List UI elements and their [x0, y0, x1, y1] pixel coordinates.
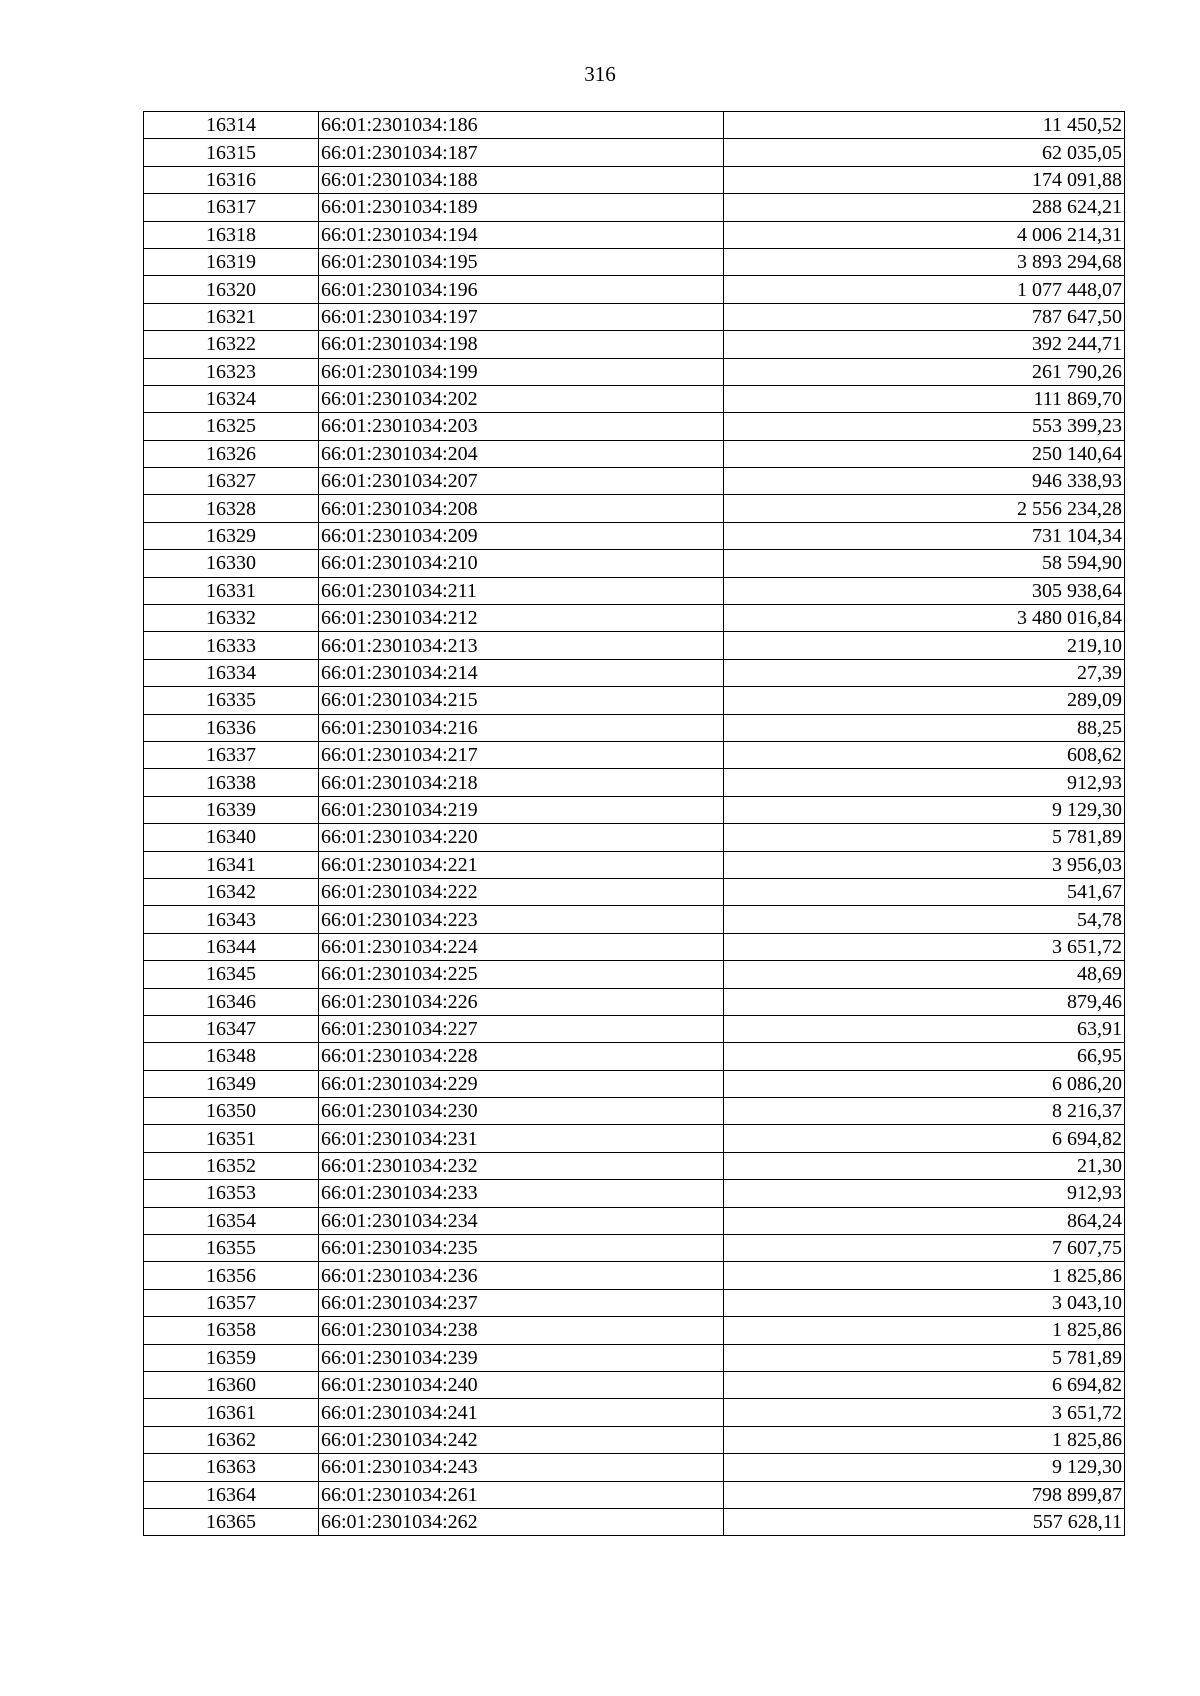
- row-number-cell: 16334: [144, 659, 319, 686]
- cadastral-value-cell: 88,25: [724, 714, 1125, 741]
- table-row: [144, 988, 1125, 1015]
- row-number-cell: 16331: [144, 577, 319, 604]
- row-number-cell: 16352: [144, 1152, 319, 1179]
- cadastral-value-cell: 946 338,93: [724, 468, 1125, 495]
- row-number-cell: 16353: [144, 1180, 319, 1207]
- cadastral-value-cell: 6 694,82: [724, 1125, 1125, 1152]
- table-row: [144, 248, 1125, 275]
- cadastral-number-cell: 66:01:2301034:235: [319, 1235, 724, 1262]
- table-row: [144, 550, 1125, 577]
- table-row: [144, 276, 1125, 303]
- table-row: [144, 933, 1125, 960]
- cadastral-value-cell: 6 694,82: [724, 1371, 1125, 1398]
- cadastral-value-cell: 48,69: [724, 961, 1125, 988]
- cadastral-value-cell: 305 938,64: [724, 577, 1125, 604]
- cadastral-value-cell: 1 825,86: [724, 1317, 1125, 1344]
- row-number-cell: 16354: [144, 1207, 319, 1234]
- row-number-cell: 16358: [144, 1317, 319, 1344]
- cadastral-value-cell: 912,93: [724, 1180, 1125, 1207]
- cadastral-value-cell: 731 104,34: [724, 522, 1125, 549]
- cadastral-number-cell: 66:01:2301034:219: [319, 796, 724, 823]
- cadastral-value-cell: 3 893 294,68: [724, 248, 1125, 275]
- cadastral-number-cell: 66:01:2301034:195: [319, 248, 724, 275]
- table-row: [144, 468, 1125, 495]
- row-number-cell: 16342: [144, 878, 319, 905]
- cadastral-value-cell: 5 781,89: [724, 1344, 1125, 1371]
- table-row: [144, 1289, 1125, 1316]
- cadastral-number-cell: 66:01:2301034:241: [319, 1399, 724, 1426]
- cadastral-value-cell: 250 140,64: [724, 440, 1125, 467]
- row-number-cell: 16316: [144, 166, 319, 193]
- cadastral-value-cell: 9 129,30: [724, 1454, 1125, 1481]
- table-row: [144, 1371, 1125, 1398]
- table-row: [144, 303, 1125, 330]
- table-row: [144, 194, 1125, 221]
- table-row: [144, 605, 1125, 632]
- row-number-cell: 16325: [144, 413, 319, 440]
- cadastral-value-cell: 912,93: [724, 769, 1125, 796]
- row-number-cell: 16314: [144, 112, 319, 139]
- table-row: [144, 1070, 1125, 1097]
- row-number-cell: 16327: [144, 468, 319, 495]
- table-row: [144, 413, 1125, 440]
- cadastral-number-cell: 66:01:2301034:197: [319, 303, 724, 330]
- cadastral-number-cell: 66:01:2301034:194: [319, 221, 724, 248]
- row-number-cell: 16361: [144, 1399, 319, 1426]
- cadastral-value-cell: 392 244,71: [724, 331, 1125, 358]
- cadastral-number-cell: 66:01:2301034:217: [319, 741, 724, 768]
- row-number-cell: 16347: [144, 1015, 319, 1042]
- cadastral-number-cell: 66:01:2301034:199: [319, 358, 724, 385]
- table-row: [144, 1454, 1125, 1481]
- row-number-cell: 16315: [144, 139, 319, 166]
- row-number-cell: 16362: [144, 1426, 319, 1453]
- cadastral-value-cell: 3 956,03: [724, 851, 1125, 878]
- table-body: [144, 112, 1125, 1536]
- row-number-cell: 16348: [144, 1043, 319, 1070]
- cadastral-value-cell: 787 647,50: [724, 303, 1125, 330]
- cadastral-value-cell: 111 869,70: [724, 385, 1125, 412]
- cadastral-number-cell: 66:01:2301034:210: [319, 550, 724, 577]
- row-number-cell: 16320: [144, 276, 319, 303]
- row-number-cell: 16350: [144, 1098, 319, 1125]
- table-row: [144, 221, 1125, 248]
- cadastral-value-cell: 5 781,89: [724, 824, 1125, 851]
- table-row: [144, 1344, 1125, 1371]
- cadastral-number-cell: 66:01:2301034:226: [319, 988, 724, 1015]
- row-number-cell: 16319: [144, 248, 319, 275]
- cadastral-number-cell: 66:01:2301034:242: [319, 1426, 724, 1453]
- cadastral-value-cell: 1 077 448,07: [724, 276, 1125, 303]
- table-row: [144, 796, 1125, 823]
- cadastral-value-cell: 11 450,52: [724, 112, 1125, 139]
- table-row: [144, 1152, 1125, 1179]
- cadastral-value-cell: 261 790,26: [724, 358, 1125, 385]
- cadastral-value-cell: 553 399,23: [724, 413, 1125, 440]
- table-row: [144, 112, 1125, 139]
- row-number-cell: 16357: [144, 1289, 319, 1316]
- row-number-cell: 16344: [144, 933, 319, 960]
- row-number-cell: 16365: [144, 1508, 319, 1535]
- table-row: [144, 1508, 1125, 1535]
- cadastral-number-cell: 66:01:2301034:261: [319, 1481, 724, 1508]
- row-number-cell: 16317: [144, 194, 319, 221]
- table-row: [144, 166, 1125, 193]
- cadastral-number-cell: 66:01:2301034:229: [319, 1070, 724, 1097]
- table-row: [144, 358, 1125, 385]
- table-row: [144, 385, 1125, 412]
- cadastral-number-cell: 66:01:2301034:232: [319, 1152, 724, 1179]
- table-row: [144, 1015, 1125, 1042]
- cadastral-value-cell: 879,46: [724, 988, 1125, 1015]
- row-number-cell: 16359: [144, 1344, 319, 1371]
- table-row: [144, 1180, 1125, 1207]
- cadastral-value-cell: 66,95: [724, 1043, 1125, 1070]
- table-row: [144, 331, 1125, 358]
- cadastral-value-cell: 6 086,20: [724, 1070, 1125, 1097]
- cadastral-value-cell: 8 216,37: [724, 1098, 1125, 1125]
- cadastral-number-cell: 66:01:2301034:211: [319, 577, 724, 604]
- cadastral-value-cell: 7 607,75: [724, 1235, 1125, 1262]
- cadastral-number-cell: 66:01:2301034:221: [319, 851, 724, 878]
- cadastral-value-cell: 1 825,86: [724, 1426, 1125, 1453]
- row-number-cell: 16356: [144, 1262, 319, 1289]
- row-number-cell: 16335: [144, 687, 319, 714]
- cadastral-value-cell: 3 043,10: [724, 1289, 1125, 1316]
- table-row: [144, 1125, 1125, 1152]
- cadastral-value-cell: 62 035,05: [724, 139, 1125, 166]
- cadastral-number-cell: 66:01:2301034:188: [319, 166, 724, 193]
- table-row: [144, 522, 1125, 549]
- cadastral-number-cell: 66:01:2301034:262: [319, 1508, 724, 1535]
- cadastral-number-cell: 66:01:2301034:187: [319, 139, 724, 166]
- table-row: [144, 1399, 1125, 1426]
- row-number-cell: 16355: [144, 1235, 319, 1262]
- cadastral-number-cell: 66:01:2301034:224: [319, 933, 724, 960]
- cadastral-value-cell: 27,39: [724, 659, 1125, 686]
- cadastral-value-cell: 54,78: [724, 906, 1125, 933]
- table-row: [144, 851, 1125, 878]
- cadastral-number-cell: 66:01:2301034:198: [319, 331, 724, 358]
- cadastral-number-cell: 66:01:2301034:186: [319, 112, 724, 139]
- page-number: 316: [584, 62, 616, 86]
- cadastral-number-cell: 66:01:2301034:225: [319, 961, 724, 988]
- row-number-cell: 16329: [144, 522, 319, 549]
- cadastral-number-cell: 66:01:2301034:213: [319, 632, 724, 659]
- cadastral-number-cell: 66:01:2301034:222: [319, 878, 724, 905]
- table-row: [144, 687, 1125, 714]
- row-number-cell: 16323: [144, 358, 319, 385]
- cadastral-number-cell: 66:01:2301034:215: [319, 687, 724, 714]
- table-row: [144, 495, 1125, 522]
- cadastral-value-cell: 63,91: [724, 1015, 1125, 1042]
- table-row: [144, 1481, 1125, 1508]
- table-row: [144, 824, 1125, 851]
- row-number-cell: 16364: [144, 1481, 319, 1508]
- table-row: [144, 1043, 1125, 1070]
- row-number-cell: 16338: [144, 769, 319, 796]
- table-row: [144, 659, 1125, 686]
- cadastral-number-cell: 66:01:2301034:212: [319, 605, 724, 632]
- row-number-cell: 16318: [144, 221, 319, 248]
- cadastral-value-cell: 3 651,72: [724, 933, 1125, 960]
- cadastral-value-cell: 9 129,30: [724, 796, 1125, 823]
- cadastral-number-cell: 66:01:2301034:214: [319, 659, 724, 686]
- cadastral-number-cell: 66:01:2301034:243: [319, 1454, 724, 1481]
- cadastral-value-cell: 4 006 214,31: [724, 221, 1125, 248]
- table-row: [144, 632, 1125, 659]
- cadastral-number-cell: 66:01:2301034:237: [319, 1289, 724, 1316]
- table-row: [144, 769, 1125, 796]
- cadastral-value-cell: 2 556 234,28: [724, 495, 1125, 522]
- cadastral-number-cell: 66:01:2301034:203: [319, 413, 724, 440]
- row-number-cell: 16349: [144, 1070, 319, 1097]
- row-number-cell: 16340: [144, 824, 319, 851]
- cadastral-number-cell: 66:01:2301034:216: [319, 714, 724, 741]
- cadastral-value-cell: 58 594,90: [724, 550, 1125, 577]
- row-number-cell: 16363: [144, 1454, 319, 1481]
- row-number-cell: 16345: [144, 961, 319, 988]
- cadastral-value-cell: 174 091,88: [724, 166, 1125, 193]
- cadastral-value-cell: 1 825,86: [724, 1262, 1125, 1289]
- table-row: [144, 1235, 1125, 1262]
- row-number-cell: 16343: [144, 906, 319, 933]
- cadastral-value-cell: 608,62: [724, 741, 1125, 768]
- cadastral-value-cell: 541,67: [724, 878, 1125, 905]
- cadastral-value-cell: 557 628,11: [724, 1508, 1125, 1535]
- cadastral-number-cell: 66:01:2301034:240: [319, 1371, 724, 1398]
- cadastral-number-cell: 66:01:2301034:196: [319, 276, 724, 303]
- row-number-cell: 16339: [144, 796, 319, 823]
- table-row: [144, 1098, 1125, 1125]
- cadastral-number-cell: 66:01:2301034:234: [319, 1207, 724, 1234]
- cadastral-value-cell: 798 899,87: [724, 1481, 1125, 1508]
- table-row: [144, 714, 1125, 741]
- cadastral-value-table: [143, 111, 1125, 1536]
- row-number-cell: 16337: [144, 741, 319, 768]
- table-row: [144, 1317, 1125, 1344]
- table-row: [144, 1262, 1125, 1289]
- table-row: [144, 961, 1125, 988]
- row-number-cell: 16333: [144, 632, 319, 659]
- row-number-cell: 16346: [144, 988, 319, 1015]
- cadastral-number-cell: 66:01:2301034:230: [319, 1098, 724, 1125]
- cadastral-number-cell: 66:01:2301034:204: [319, 440, 724, 467]
- table-row: [144, 878, 1125, 905]
- table-row: [144, 577, 1125, 604]
- row-number-cell: 16322: [144, 331, 319, 358]
- cadastral-number-cell: 66:01:2301034:231: [319, 1125, 724, 1152]
- cadastral-number-cell: 66:01:2301034:189: [319, 194, 724, 221]
- cadastral-number-cell: 66:01:2301034:220: [319, 824, 724, 851]
- row-number-cell: 16330: [144, 550, 319, 577]
- row-number-cell: 16351: [144, 1125, 319, 1152]
- cadastral-number-cell: 66:01:2301034:238: [319, 1317, 724, 1344]
- table-row: [144, 1207, 1125, 1234]
- cadastral-number-cell: 66:01:2301034:227: [319, 1015, 724, 1042]
- row-number-cell: 16332: [144, 605, 319, 632]
- table-row: [144, 741, 1125, 768]
- cadastral-number-cell: 66:01:2301034:223: [319, 906, 724, 933]
- row-number-cell: 16328: [144, 495, 319, 522]
- cadastral-value-cell: 288 624,21: [724, 194, 1125, 221]
- cadastral-value-cell: 3 651,72: [724, 1399, 1125, 1426]
- cadastral-value-cell: 289,09: [724, 687, 1125, 714]
- cadastral-number-cell: 66:01:2301034:209: [319, 522, 724, 549]
- row-number-cell: 16324: [144, 385, 319, 412]
- cadastral-value-cell: 21,30: [724, 1152, 1125, 1179]
- row-number-cell: 16336: [144, 714, 319, 741]
- table-row: [144, 1426, 1125, 1453]
- row-number-cell: 16360: [144, 1371, 319, 1398]
- cadastral-number-cell: 66:01:2301034:228: [319, 1043, 724, 1070]
- table-row: [144, 906, 1125, 933]
- cadastral-number-cell: 66:01:2301034:233: [319, 1180, 724, 1207]
- row-number-cell: 16341: [144, 851, 319, 878]
- cadastral-number-cell: 66:01:2301034:236: [319, 1262, 724, 1289]
- cadastral-value-cell: 864,24: [724, 1207, 1125, 1234]
- cadastral-number-cell: 66:01:2301034:239: [319, 1344, 724, 1371]
- cadastral-number-cell: 66:01:2301034:202: [319, 385, 724, 412]
- cadastral-value-cell: 3 480 016,84: [724, 605, 1125, 632]
- row-number-cell: 16321: [144, 303, 319, 330]
- cadastral-number-cell: 66:01:2301034:218: [319, 769, 724, 796]
- row-number-cell: 16326: [144, 440, 319, 467]
- cadastral-number-cell: 66:01:2301034:207: [319, 468, 724, 495]
- table-row: [144, 440, 1125, 467]
- table-row: [144, 139, 1125, 166]
- cadastral-value-cell: 219,10: [724, 632, 1125, 659]
- cadastral-number-cell: 66:01:2301034:208: [319, 495, 724, 522]
